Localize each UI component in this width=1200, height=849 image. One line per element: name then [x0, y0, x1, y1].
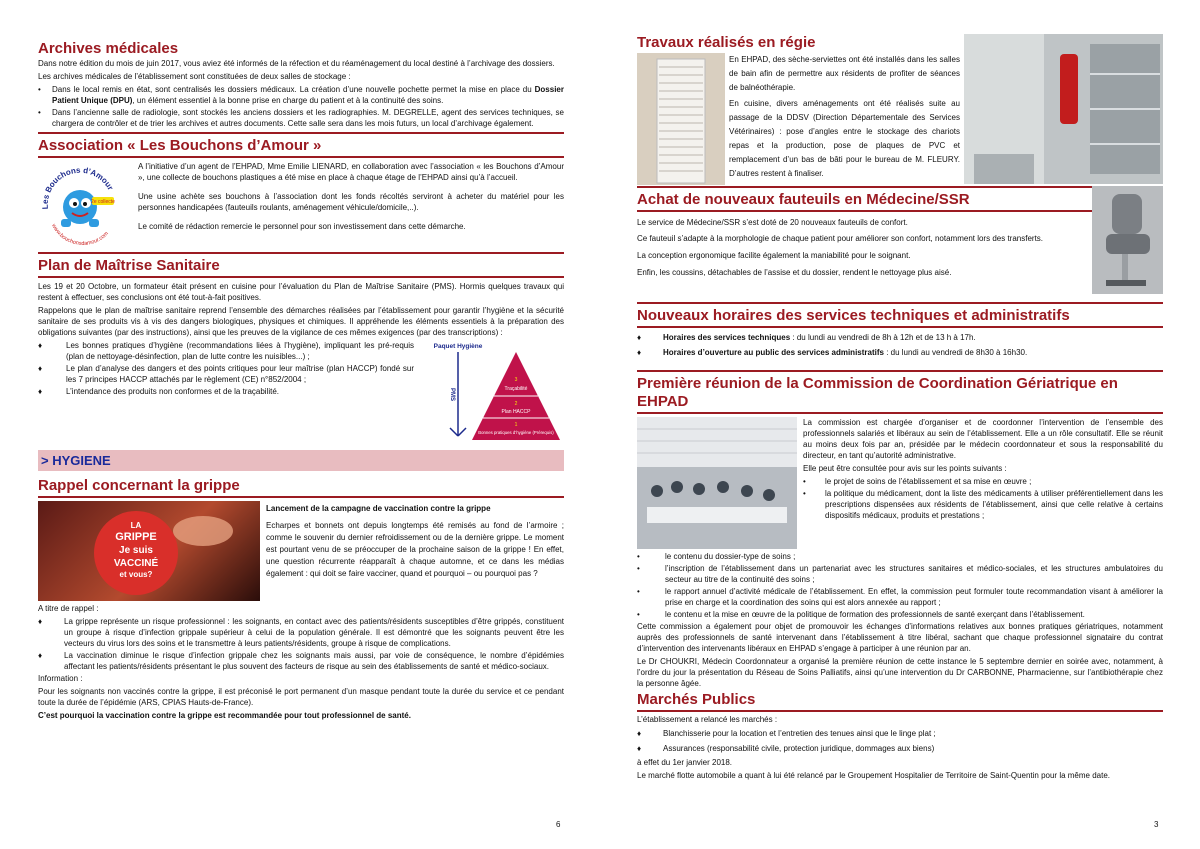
- diamond-icon: ♦: [38, 617, 43, 626]
- fauteuils-p1: Le service de Médecine/SSR s’est doté de 20 nouveaux fauteuils de confort.: [637, 218, 908, 227]
- bouchons-p2: Une usine achète ses bouchons à l’association dont les fonds récoltés serviront à acheter du matériel pour les personnes handicapées (fauteuils roulants, aménagement véhicule/domicile,..).: [138, 192, 564, 212]
- pms-bullet-3: [38, 386, 414, 397]
- marches-bullet-1: [637, 727, 1163, 741]
- diamond-icon: ♦: [38, 387, 43, 396]
- pms-pyramid: [434, 340, 564, 444]
- marches-p1: L’établissement a relancé les marchés :: [637, 715, 778, 724]
- grippe-p3: [38, 710, 564, 721]
- grippe-bullet-1: [38, 616, 564, 649]
- travaux-section: [637, 34, 1163, 186]
- diamond-icon: ♦: [38, 651, 43, 660]
- kitchen-image: [964, 34, 1163, 184]
- commission-p2: Elle peut être consultée pour avis sur les points suivants :: [803, 464, 1007, 473]
- commission-b4: l’inscription de l’établissement dans un partenariat avec les structures sanitaires et médico-sociales, et les structures ambulatoires du secteur au titre de la continuité des soins ;: [665, 564, 1163, 584]
- bouchons-p1: A l’initiative d’un agent de l’EHPAD, Mme Emilie LIENARD, en collaboration avec l’association « les Bouchons d’Amour », une collecte de bouchons plastiques a été mise en place à chaque étage de l’EHPAD ainsi qu’à l’accueil.: [138, 162, 564, 182]
- pyramid-l1-num: 1: [514, 422, 518, 428]
- grippe-p3-text: C’est pourquoi la vaccination contre la grippe est recommandée pour tout professionnel de santé.: [38, 711, 411, 720]
- pyramid-top-label: Paquet Hygiène: [434, 343, 483, 350]
- commission-p3: Cette commission a également pour objet de promouvoir les échanges d’informations relatives aux bonnes pratiques gériatriques, notamment auprès des professionnels de santé intervenant dans l’établissement à titre libéral, sachant que chaque professionnel signataire du contrat d’intervention des intervenants libéraux en EHPAD s’engage à participer à une réunion par an.: [637, 622, 1163, 653]
- pms-b2: Le plan d’analyse des dangers et des points critiques pour leur maîtrise (plan HACCP) fondé sur les 7 principes HACCP attachés par le règlement (CE) n°852/2004 ;: [66, 364, 414, 384]
- travaux-p1: En EHPAD, des sèche-serviettes ont été installés dans les salles de bain afin de permettre aux résidents de profiter de séances de balnéothérapie.: [729, 55, 960, 92]
- badge-line-3: Je suis: [119, 545, 153, 556]
- grippe-subtitle-text: Lancement de la campagne de vaccination contre la grippe: [266, 504, 491, 513]
- travaux-title: Travaux réalisés en régie: [637, 34, 816, 51]
- pyramid-side-label: PMS: [449, 388, 455, 402]
- commission-bullet-1: [803, 476, 1163, 487]
- pms-b1: Les bonnes pratiques d’hygiène (recommandations liées à l’hygiène), impliquant les pré-requis (plan de nettoyage-désinfection, plan de lutte contre les nuisibles...) ;: [66, 341, 414, 361]
- left-page: [38, 0, 564, 849]
- meeting-image: [637, 417, 797, 549]
- archives-p1: Dans notre édition du mois de juin 2017, vous aviez été informés de la réfection et du réaménagement du local destiné à l’archivage des dossiers.: [38, 59, 555, 68]
- diamond-icon: ♦: [637, 729, 642, 738]
- diamond-icon: ♦: [637, 348, 642, 357]
- badge-line-4: VACCINÉ: [113, 558, 159, 569]
- badge-line-5: et vous?: [119, 570, 153, 579]
- marches-bullet-2: [637, 742, 1163, 756]
- svg-text:www.bouchonsdamour.com: [50, 222, 110, 247]
- pyramid-l2: Plan HACCP: [501, 409, 531, 415]
- pms-title: Plan de Maîtrise Sanitaire: [38, 252, 564, 278]
- archives-p2: Les archives médicales de l’établissement sont constituées de deux salles de stockage :: [38, 72, 351, 81]
- armchair-image: [1092, 186, 1163, 294]
- grippe-rappel: A titre de rappel :: [38, 604, 99, 613]
- horaires-b2-bold: Horaires d’ouverture au public des services administratifs: [663, 348, 884, 357]
- grippe-title: Rappel concernant la grippe: [38, 477, 564, 498]
- marches-b2: Assurances (responsabilité civile, protection juridique, dommages aux biens): [663, 744, 935, 753]
- pyramid-l1: Bonnes pratiques d’hygiène (Prérequis): [478, 430, 554, 435]
- bouchons-section: [38, 132, 564, 249]
- horaires-b2-rest: : du lundi au vendredi de 8h30 à 16h30.: [883, 348, 1028, 357]
- logo-url: www.bouchonsdamour.com: [50, 223, 110, 247]
- grippe-section: [38, 477, 564, 721]
- commission-bullet-3: [637, 551, 1163, 562]
- diamond-icon: ♦: [38, 341, 43, 350]
- logo-top-text: Les Bouchons d’Amour: [40, 165, 116, 210]
- pms-bullet-1: [38, 340, 414, 362]
- horaires-b1-bold: Horaires des services techniques: [663, 333, 791, 342]
- bullet-icon: •: [803, 477, 806, 486]
- dpu-bold: Dossier Patient Unique (DPU): [52, 85, 564, 105]
- grippe-info: Information :: [38, 674, 83, 683]
- commission-bullet-6: [637, 609, 1163, 620]
- diamond-icon: ♦: [637, 333, 642, 342]
- horaires-bullet-2: [637, 346, 1163, 360]
- page-number-left: 6: [556, 820, 561, 829]
- commission-p4: Le Dr CHOUKRI, Médecin Coordonnateur a organisé la première réunion de cette instance le 5 septembre dernier en soirée avec, notamment, à l’ordre du jour la présentation du Réseau de Soins Palliatifs, ainsi qu’une intervention du Dr CARBONNE, Pharmacienne, sur l’antibiothérapie chez la personne âgée.: [637, 657, 1163, 688]
- grippe-b2: La vaccination diminue le risque d’infection grippale chez les soignants mais aussi, par voie de conséquence, le nombre d’épidémies affectant les patients/résidents présentant le plus souvent des facteurs de risque au sein des établissements de santé et médico-sociaux.: [64, 651, 564, 671]
- bullet-icon: •: [637, 552, 640, 561]
- hygiene-band: > HYGIENE: [38, 450, 564, 471]
- horaires-b1-rest: : du lundi au vendredi de 8h à 12h et de 13 h à 17h.: [790, 333, 976, 342]
- pms-p1: Les 19 et 20 Octobre, un formateur était présent en cuisine pour l’évaluation du Plan de Maîtrise Sanitaire (PMS). Hormis quelques travaux qui restent à effectuer, ses conclusions ont été tout-à-fait positives.: [38, 282, 564, 302]
- commission-bullet-4: [637, 563, 1163, 585]
- badge-line-2: GRIPPE: [115, 531, 157, 543]
- archives-bullet-2: [38, 107, 564, 129]
- pyramid-l3-num: 3: [514, 377, 518, 383]
- bullet-icon: •: [637, 564, 640, 573]
- travaux-p2: En cuisine, divers aménagements ont été réalisés suite au passage de la DDSV (Direction Départementale des Services Vétérinaires) : pose d’angles entre le stockage des chariots repas et la production, pose de plaques de PVC et remplacement d’un bas de bâti pour le bureau de M. FLEURY. D’autres restent à finaliser.: [729, 99, 960, 178]
- pms-b3: L’intendance des produits non conformes et de la traçabilité.: [66, 387, 280, 396]
- bullet-icon: •: [637, 610, 640, 619]
- archives-section: [38, 40, 564, 129]
- towel-rail-image: [637, 53, 725, 185]
- marches-section: [637, 691, 1163, 781]
- fauteuils-section: [637, 186, 1163, 294]
- commission-title: Première réunion de la Commission de Coordination Gériatrique en EHPAD: [637, 370, 1163, 414]
- marches-p2: à effet du 1er janvier 2018.: [637, 758, 733, 767]
- badge-line-1: LA: [130, 521, 142, 530]
- bouchons-p3: Le comité de rédaction remercie le personnel pour son investissement dans cette démarche.: [138, 222, 466, 231]
- logo-badge: 2e collecte: [91, 199, 115, 205]
- marches-b1: Blanchisserie pour la location et l’entretien des tenues ainsi que le linge plat ;: [663, 729, 936, 738]
- commission-b5: le rapport annuel d’activité médicale de l’établissement. En effet, la commission peut formuler toute recommandation visant à améliorer la prise en charge et la coordination des soins qui est alors annexée au rapport ;: [665, 587, 1163, 607]
- bullet-icon: •: [803, 489, 806, 498]
- fauteuils-p4: Enfin, les coussins, détachables de l’assise et du dossier, rendent le nettoyage plus aisé.: [637, 268, 952, 277]
- page-number-right: 3: [1154, 820, 1159, 829]
- horaires-section: [637, 302, 1163, 360]
- diamond-icon: ♦: [637, 744, 642, 753]
- marches-title: Marchés Publics: [637, 691, 1163, 712]
- fauteuils-p2: Ce fauteuil s’adapte à la morphologie de chaque patient pour améliorer son confort, notamment lors des transferts.: [637, 234, 1044, 243]
- bouchons-logo: [38, 161, 122, 247]
- bouchons-title: Association « Les Bouchons d’Amour »: [38, 132, 564, 158]
- diamond-icon: ♦: [38, 364, 43, 373]
- commission-bullet-5: [637, 586, 1163, 608]
- commission-b2: la politique du médicament, dont la liste des médicaments à utiliser préférentiellement dans les prescriptions dispensées aux résidents de l’établissement, ainsi que celle relative à certains dispositifs médicaux, produits et prestations ;: [825, 489, 1163, 520]
- grippe-p2: Pour les soignants non vaccinés contre la grippe, il est préconisé le port permanent d’un masque pendant toute la durée du service et ce pendant toute la durée de l’épidémie (ARS, CPIAS Hauts-de-France).: [38, 687, 564, 707]
- archives-title: Archives médicales: [38, 40, 179, 57]
- bullet-icon: •: [637, 587, 640, 596]
- pyramid-l2-num: 2: [514, 401, 518, 407]
- pms-bullet-2: [38, 363, 414, 385]
- pyramid-l3: Traçabilité: [504, 386, 528, 392]
- fauteuils-title: Achat de nouveaux fauteuils en Médecine/SSR: [637, 186, 1092, 212]
- archives-bullet-1: [38, 84, 564, 106]
- archives-b2: Dans l’ancienne salle de radiologie, sont stockés les anciens dossiers et les radiographies. M. DEGRELLE, agent des services techniques, se chargera de contrôler et de trier les archives et autres documents. Cette salle sera dans les mois futurs, un local d’archivage également.: [52, 108, 564, 128]
- pms-section: [38, 252, 564, 446]
- archives-b1-pre: Dans le local remis en état, sont centralisés les dossiers médicaux. La création d’une nouvelle pochette permet la mise en place du: [52, 85, 535, 94]
- commission-b1: le projet de soins de l’établissement et sa mise en œuvre ;: [825, 477, 1032, 486]
- grippe-p1: Echarpes et bonnets ont depuis longtemps été remisés au fond de l’armoire ; comme le souvenir du dernier refroidissement ou de la dernière grippe. Le moment est pourtant venu de se préoccuper de la prochaine saison de la grippe ! En effet, une question récurrente réapparaît à chaque automne, et ce dans les médias également : qui doit se faire vacciner, quand et pourquoi – ou pourquoi pas ?: [266, 521, 564, 578]
- commission-b3: le contenu du dossier-type de soins ;: [665, 552, 796, 561]
- bullet-icon: •: [38, 108, 41, 117]
- marches-p3: Le marché flotte automobile a quant à lui été relancé par le Groupement Hospitalier de Territoire de Saint-Quentin pour la même date.: [637, 771, 1111, 780]
- right-page: [637, 0, 1163, 849]
- grippe-subtitle: [266, 503, 564, 514]
- bullet-icon: •: [38, 85, 41, 94]
- commission-bullet-2: [803, 488, 1163, 521]
- commission-section: [637, 370, 1163, 689]
- grippe-b1: La grippe représente un risque professionnel : les soignants, en contact avec des patients/résidents susceptibles d’être grippés, constituent un groupe à risque d’infection grippale supérieur à celui de la population générale. Il est démontré que les soignants peuvent être les vecteurs du virus lors des soins et le transmettre à leurs patients/résidents, groupe à risque de complications.: [64, 617, 564, 648]
- pms-p2: Rappelons que le plan de maîtrise sanitaire reprend l’ensemble des démarches réalisées par l’établissement pour garantir l’hygiène et la sécurité sanitaire de ses produits vis à vis des dangers biologiques, physiques et chimiques. Il appréhende les éléments essentiels à la préparation des obligations suivantes (par des instructions), ainsi que les preuves de la vigilance de ces mêmes exigences (par des transcriptions) :: [38, 306, 564, 337]
- fauteuils-p3: La conception ergonomique facilite également la maniabilité pour le soignant.: [637, 251, 911, 260]
- commission-p1: La commission est chargée d’organiser et de coordonner l’intervention de l’ensemble des professionnels salariés et libéraux au sein de l’établissement. Elle a un rôle consultatif. Elle se réunit au moins deux fois par an, présidée par le médecin coordonnateur et sous la responsabilité du directeur, en tant qu’autorité administrative.: [803, 418, 1163, 460]
- commission-b6: le contenu et la mise en œuvre de la politique de formation des professionnels de santé exerçant dans l’établissement.: [665, 610, 1085, 619]
- horaires-title: Nouveaux horaires des services techniques et administratifs: [637, 302, 1163, 328]
- archives-b1-post: , un élément essentiel à la bonne prise en charge du patient et à la continuité des soins.: [132, 96, 444, 105]
- grippe-bullet-2: [38, 650, 564, 672]
- horaires-bullet-1: [637, 331, 1163, 345]
- grippe-image: [38, 501, 260, 601]
